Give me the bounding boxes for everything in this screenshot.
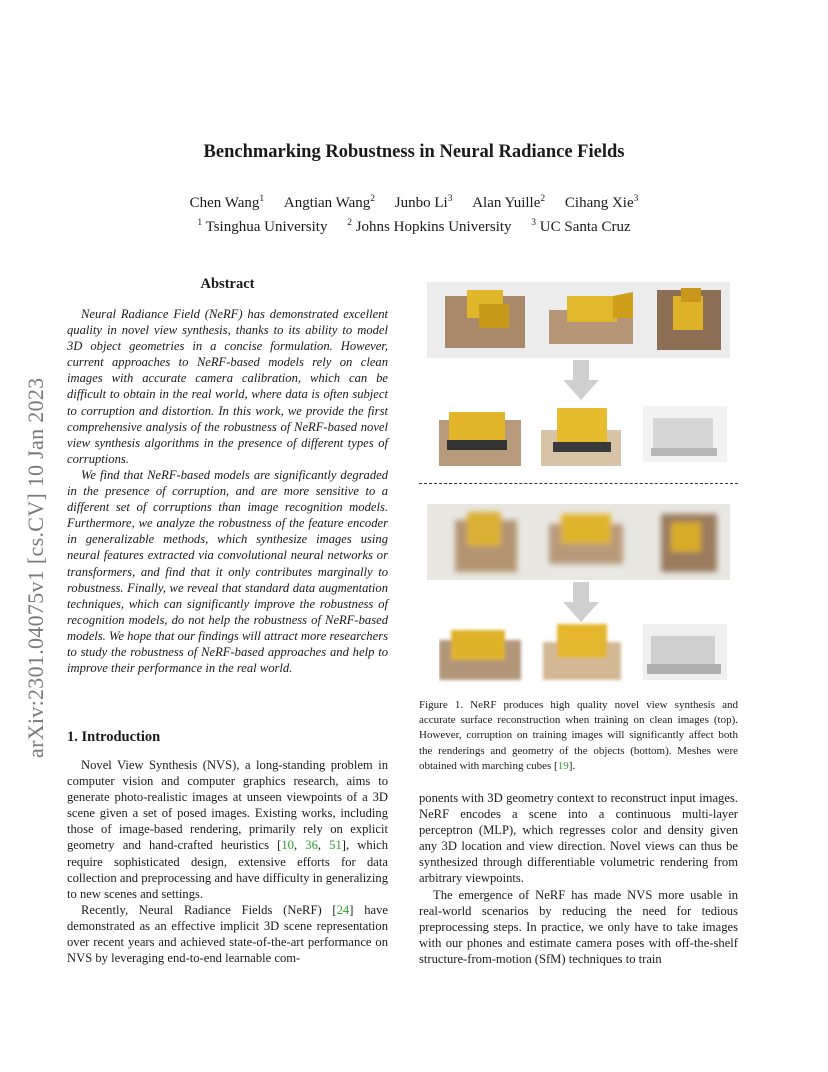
citation-link[interactable]: 24 <box>336 902 350 917</box>
arxiv-sidebar: arXiv:2301.04075v1 [cs.CV] 10 Jan 2023 <box>23 377 48 758</box>
clean-input-renders <box>427 282 730 358</box>
introduction-body <box>67 757 388 966</box>
down-arrow-icon <box>563 360 599 400</box>
section-divider <box>419 483 738 484</box>
text-span: , <box>293 838 306 853</box>
affiliation-name: Johns Hopkins University <box>355 219 512 235</box>
abstract-paragraph: We find that NeRF-based models are significantly degraded in the presence of corruption, and are more sensitive to a different set of corruptions than image recognition models. Furthermore, we analyze the robustness of the feature encoder in generalizable methods, which synthesize images using neural features extracted via convolutional neural networks or transformers, and find that it only contributes marginally to robustness. Finally, we reveal that standard data augmentation techniques, which can significantly improve the robustness of recognition models, do not help the robustness of NeRF-based models. We hope that our findings will attract more researchers to study the robustness of NeRF-based approaches and help to improve their performance in the real world. <box>67 467 388 676</box>
intro-paragraph <box>67 757 388 902</box>
author <box>284 195 375 211</box>
affiliation-name: UC Santa Cruz <box>539 219 631 235</box>
abstract-heading: Abstract <box>200 276 255 292</box>
affiliation <box>531 219 630 235</box>
right-column-body <box>419 790 738 967</box>
affiliation-sup: 1 <box>197 218 203 228</box>
abstract-paragraph: Neural Radiance Field (NeRF) has demonstrated excellent quality in novel view synthesis, thanks to its ability to model 3D object geometries in a concise formulation. However, current approaches to NeRF-based models rely on clean images with accurate camera calibration, which can be difficult to obtain in the real world, where data is often subject to corruption and distortion. In this work, we provide the first comprehensive analysis of the robustness of NeRF-based novel view synthesis algorithms in the presence of different types of corruptions. <box>67 307 388 466</box>
affiliation <box>347 219 511 235</box>
author-name: Junbo Li <box>394 195 448 211</box>
affiliation-name: Tsinghua University <box>205 219 328 235</box>
author-sup: 3 <box>447 194 453 204</box>
affiliation-sup: 3 <box>531 218 537 228</box>
intro-paragraph <box>67 902 388 966</box>
citation-link[interactable]: 19 <box>557 759 569 772</box>
citation-link[interactable]: 10 <box>281 838 294 853</box>
text-span: Novel View Synthesis (NVS), a long-standing problem in computer vision and computer graphics research, aims to generate photo-realistic images at unseen viewpoints of a 3D scene given a set of posed images. Existing works, including those of image-based rendering, primarily rely on explicit geometry and hand-crafted heuristics [ <box>67 758 388 853</box>
abstract-body <box>67 306 388 676</box>
author-sup: 2 <box>370 194 376 204</box>
text-span: , <box>317 838 330 853</box>
clean-render-row <box>439 400 729 470</box>
author-name: Alan Yuille <box>472 195 541 211</box>
down-arrow-icon <box>563 582 599 622</box>
affiliation-list <box>0 219 828 236</box>
author-name: Angtian Wang <box>283 195 371 211</box>
author <box>395 195 453 211</box>
figure-caption <box>419 698 738 774</box>
text-span: Figure 1. NeRF produces high quality novel view synthesis and accurate surface reconstruction when training on clean images (top). However, corruption on training images will significantly affect both the renderings and geometry of the objects (bottom). Meshes were obtained with marching cubes [ <box>419 699 738 772</box>
author <box>565 195 639 211</box>
paper-title: Benchmarking Robustness in Neural Radiance Fields <box>203 142 625 162</box>
figure-1 <box>419 282 738 682</box>
author <box>472 195 545 211</box>
corrupted-render-row <box>439 620 729 684</box>
author <box>190 195 265 211</box>
author-name: Chen Wang <box>189 195 260 211</box>
section-heading-introduction: 1. Introduction <box>67 729 161 745</box>
corrupted-input-renders <box>427 504 730 580</box>
body-paragraph: The emergence of NeRF has made NVS more usable in real-world scenarios by reducing the need for tedious preprocessing steps. In practice, we only have to take images with our phones and estimate camera poses with off-the-shelf structure-from-motion (SfM) techniques to train <box>419 887 738 966</box>
text-span: ] have demonstrated as an effective implicit 3D scene representation over recent years and achieved state-of-the-art performance on NVS by leveraging end-to-end learnable com- <box>67 902 388 966</box>
text-span: ]. <box>568 759 576 772</box>
affiliation <box>197 219 327 235</box>
author-list <box>0 195 828 212</box>
text-span: ], which require sophisticated design, extensive efforts for data collection and preprocessing and have difficulty in generalizing to new scenes and settings. <box>67 838 389 901</box>
citation-link[interactable]: 51 <box>329 838 342 853</box>
citation-link[interactable]: 36 <box>305 838 318 853</box>
author-sup: 3 <box>633 194 639 204</box>
author-sup: 2 <box>540 194 546 204</box>
affiliation-sup: 2 <box>347 218 352 228</box>
body-paragraph: ponents with 3D geometry context to reconstruct input images. NeRF encodes a scene into a continuous multi-layer perceptron (MLP), which regresses color and density given any 3D location and view direction. Novel views can thus be synthesized through differentiable volumetric rendering from arbitrary viewpoints. <box>419 791 738 886</box>
author-name: Cihang Xie <box>564 195 634 211</box>
author-sup: 1 <box>259 194 265 204</box>
text-span: Recently, Neural Radiance Fields (NeRF) [ <box>81 902 337 917</box>
